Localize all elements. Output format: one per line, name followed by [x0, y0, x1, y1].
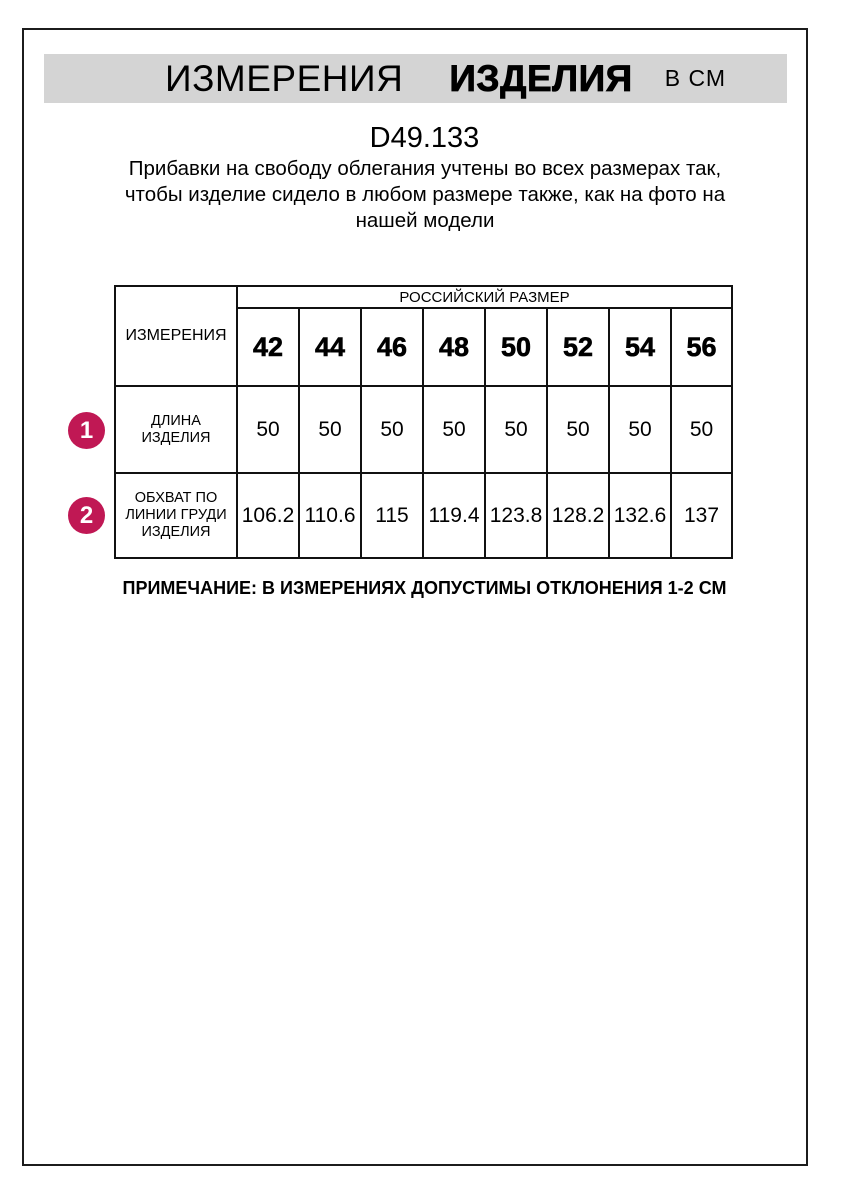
russian-size-header: РОССИЙСКИЙ РАЗМЕР [237, 286, 732, 308]
table-corner-label: ИЗМЕРЕНИЯ [115, 286, 237, 386]
table-group-header-row [115, 286, 732, 308]
row-label-chest-girth: ОБХВАТ ПО ЛИНИИ ГРУДИ ИЗДЕЛИЯ [115, 473, 237, 558]
size-column-header: 54 [609, 308, 671, 386]
row-label-length: ДЛИНА ИЗДЕЛИЯ [115, 386, 237, 473]
table-cell: 50 [237, 386, 299, 473]
table-cell: 50 [671, 386, 732, 473]
page-title-units: В СМ [664, 65, 727, 91]
page-title-measurements: ИЗМЕРЕНИЯ [164, 57, 404, 99]
table-cell: 50 [547, 386, 609, 473]
table-cell: 137 [671, 473, 732, 558]
table-cell: 50 [609, 386, 671, 473]
size-column-header: 56 [671, 308, 732, 386]
table-cell: 50 [361, 386, 423, 473]
fit-description: Прибавки на свободу облегания учтены во всех размерах так, чтобы изделие сидело в любом размере также, как на фото на нашей модели [124, 157, 726, 232]
table-row-length [115, 386, 732, 473]
table-cell: 128.2 [547, 473, 609, 558]
size-measurements-table [114, 285, 733, 559]
size-column-header: 52 [547, 308, 609, 386]
table-cell: 123.8 [485, 473, 547, 558]
row-number-badge-2: 2 [68, 497, 105, 534]
size-column-header: 42 [237, 308, 299, 386]
size-column-header: 46 [361, 308, 423, 386]
size-column-header: 50 [485, 308, 547, 386]
table-row-chest-girth [115, 473, 732, 558]
size-column-header: 48 [423, 308, 485, 386]
table-cell: 132.6 [609, 473, 671, 558]
row-number-badge-1: 1 [68, 412, 105, 449]
table-cell: 119.4 [423, 473, 485, 558]
table-cell: 106.2 [237, 473, 299, 558]
tolerance-note: ПРИМЕЧАНИЕ: В ИЗМЕРЕНИЯХ ДОПУСТИМЫ ОТКЛОНЕНИЯ 1-2 СМ [122, 578, 727, 598]
table-cell: 115 [361, 473, 423, 558]
title-band [44, 54, 787, 103]
table-cell: 50 [423, 386, 485, 473]
page-title-product: ИЗДЕЛИЯ [449, 57, 633, 99]
table-cell: 50 [299, 386, 361, 473]
size-column-header: 44 [299, 308, 361, 386]
table-cell: 110.6 [299, 473, 361, 558]
model-code: D49.133 [369, 122, 480, 154]
table-cell: 50 [485, 386, 547, 473]
